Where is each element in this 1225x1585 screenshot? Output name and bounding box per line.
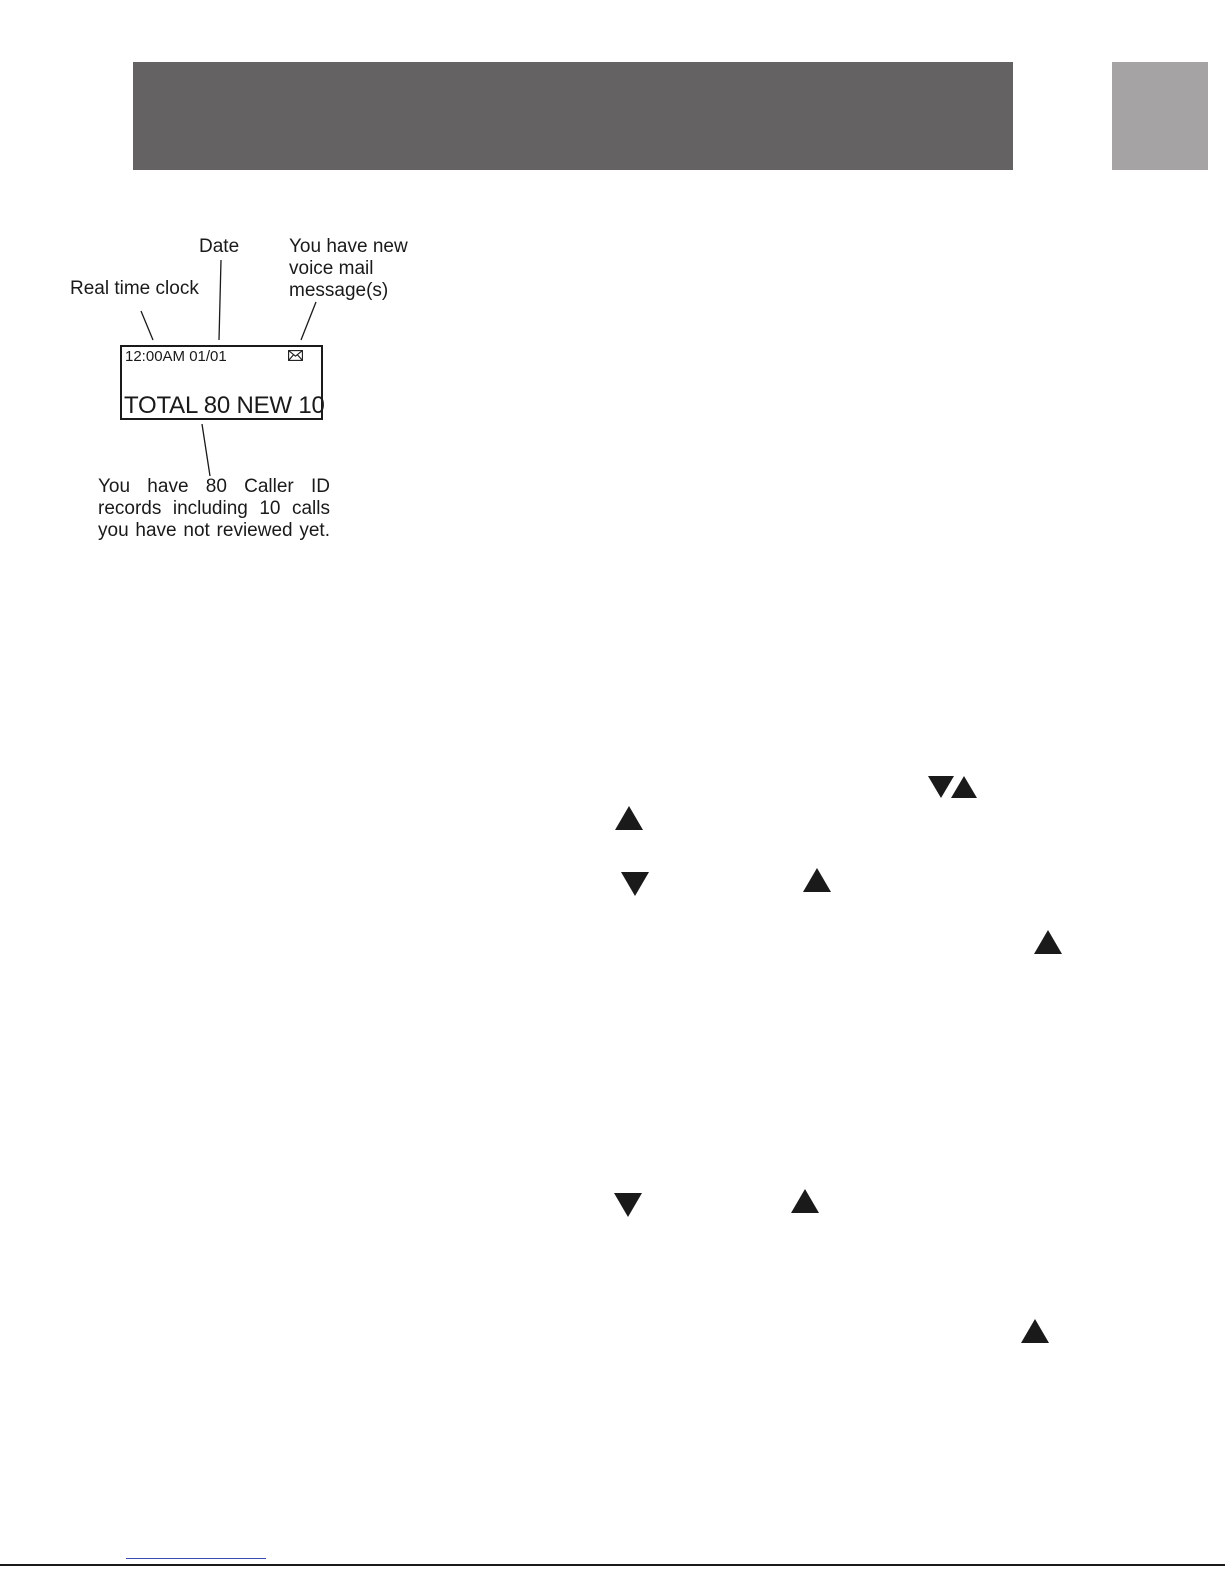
voicemail-label: You have new voice mail message(s) (289, 236, 408, 301)
callerid-label-line-3: you have not reviewed yet. (98, 520, 330, 541)
callerid-leader-line (202, 424, 210, 476)
footer-link-underline (126, 1558, 266, 1559)
section-tab (1112, 62, 1208, 170)
arrow-down-icon (621, 872, 649, 896)
lcd-status-line: 12:00AM 01/01 (125, 348, 227, 365)
voicemail-leader-line (301, 302, 316, 340)
date-leader-line (219, 260, 221, 340)
real-time-clock-label: Real time clock (70, 278, 199, 299)
arrow-up-icon (803, 868, 831, 892)
arrow-up-icon (615, 806, 643, 830)
lcd-display (120, 345, 323, 420)
clock-leader-line (141, 311, 153, 340)
date-label: Date (199, 236, 240, 257)
callerid-label (98, 476, 330, 542)
header-bar (133, 62, 1013, 170)
footer-rule (0, 1564, 1225, 1566)
envelope-icon (288, 350, 303, 361)
arrow-down-icon (614, 1193, 642, 1217)
arrow-up-icon (1021, 1319, 1049, 1343)
callerid-label-line-2: records including 10 calls (98, 498, 330, 519)
arrow-up-icon (791, 1189, 819, 1213)
callerid-label-line-1: You have 80 Caller ID (98, 476, 330, 497)
arrow-up-icon (951, 776, 977, 798)
arrow-up-icon (1034, 930, 1062, 954)
lcd-main-line: TOTAL 80 NEW 10 (124, 392, 325, 419)
